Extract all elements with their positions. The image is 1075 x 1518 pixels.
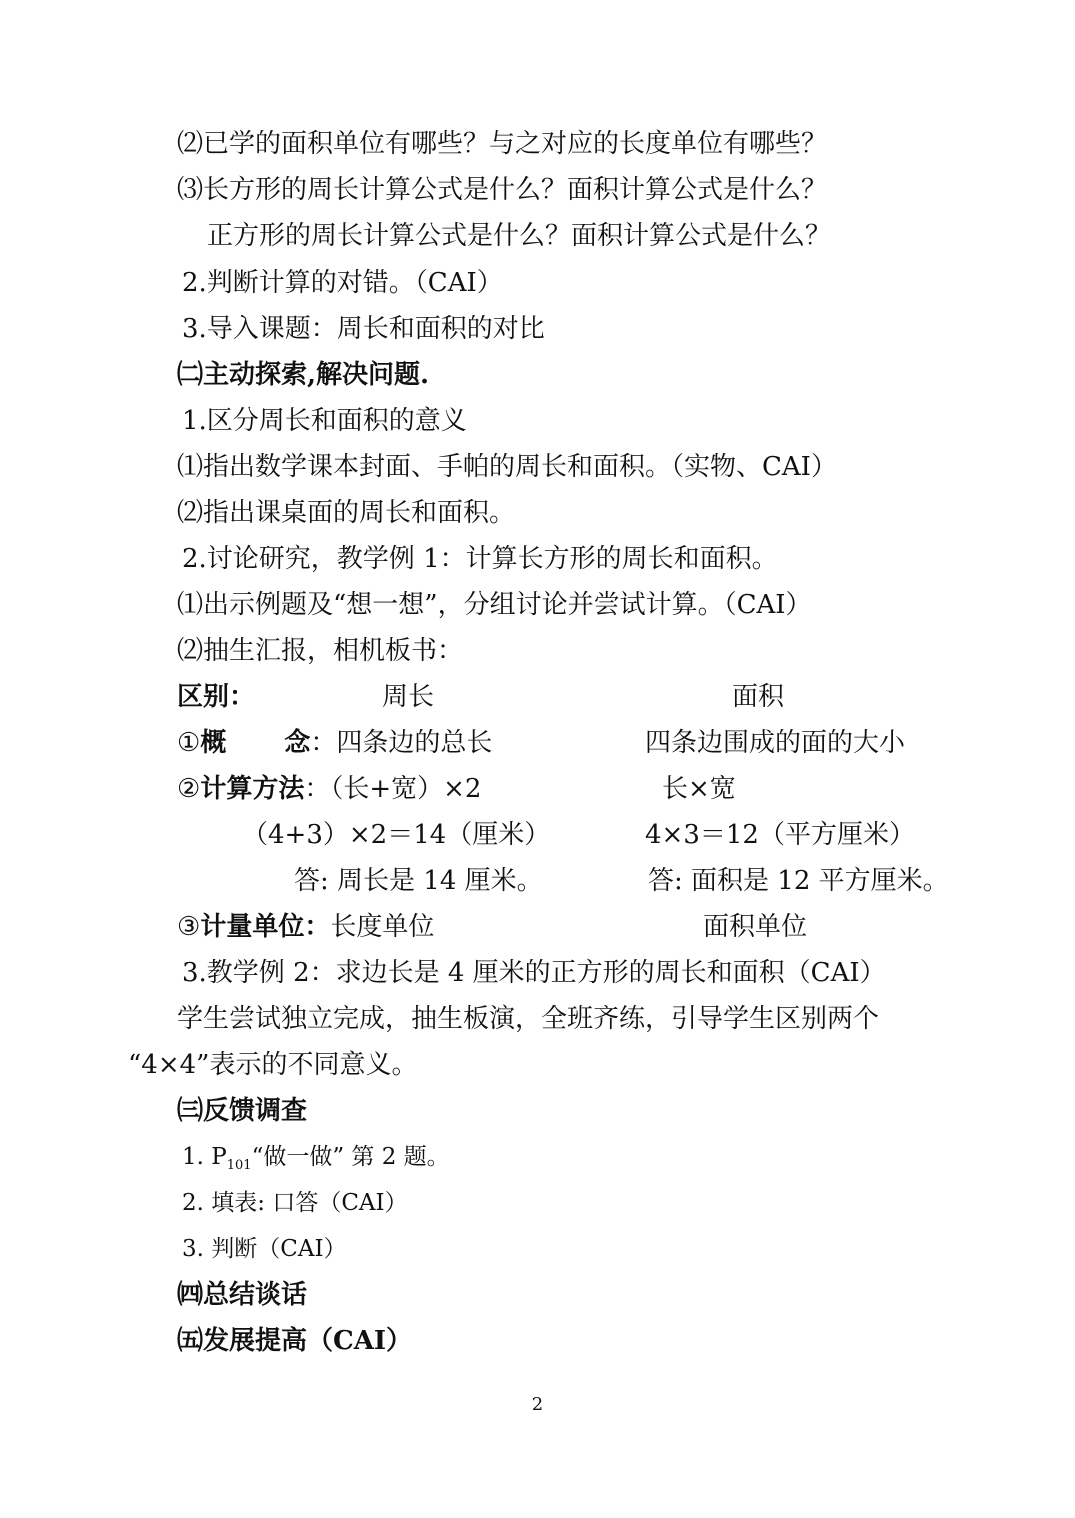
row-perimeter-value: ：四条边的总长 (310, 728, 493, 758)
section-heading: ㈣总结谈话 (177, 1280, 308, 1310)
board-column-head-area: 面积 (732, 682, 785, 712)
board-answer-perimeter: 答: 周长是 14 厘米。 (294, 866, 543, 896)
row-number: ① (177, 728, 201, 758)
paragraph-line: ⑶长方形的周长计算公式是什么？面积计算公式是什么？ (177, 175, 828, 205)
row-label-part: 念 (284, 728, 311, 758)
board-row-method-area: 长×宽 (662, 774, 736, 804)
board-diff-label: 区别： (177, 682, 256, 712)
board-calc-perimeter: （4+3）×2＝14（厘米） (242, 820, 551, 850)
board-row-concept (177, 726, 492, 760)
paragraph-line: “4×4”表示的不同意义。 (128, 1050, 418, 1080)
board-row-units (177, 910, 434, 944)
row-number: ② (177, 774, 201, 804)
paragraph-line: 3. 判断（CAI） (182, 1236, 347, 1262)
row-label: 计量单位： (200, 912, 331, 942)
paragraph-line: 2. 填表: 口答（CAI） (182, 1190, 408, 1216)
paragraph-line: ⑴指出数学课本封面、手帕的周长和面积。（实物、CAI） (177, 452, 837, 482)
paragraph-line: 2.判断计算的对错。（CAI） (182, 268, 503, 298)
board-column-head-perimeter: 周长 (382, 682, 435, 712)
row-label-part: 概 (200, 728, 227, 758)
paragraph-line (182, 1140, 450, 1178)
row-perimeter-value: ：（长+宽）×2 (304, 774, 482, 804)
row-number: ③ (177, 912, 201, 942)
paragraph-line: 学生尝试独立完成，抽生板演，全班齐练，引导学生区别两个 (177, 1004, 880, 1034)
board-answer-area: 答: 面积是 12 平方厘米。 (648, 866, 949, 896)
paragraph-line: ⑵抽生汇报，相机板书： (177, 636, 464, 666)
paragraph-line: 1.区分周长和面积的意义 (182, 406, 467, 436)
board-row-method (177, 772, 481, 806)
paragraph-line: 3.导入课题：周长和面积的对比 (182, 314, 545, 344)
text-fragment: “做一做” 第 2 题。 (251, 1144, 450, 1170)
board-row-concept-area: 四条边围成的面的大小 (645, 728, 906, 758)
section-heading: ㈤发展提高（CAI） (177, 1326, 413, 1356)
board-units-area: 面积单位 (703, 912, 808, 942)
paragraph-line: 2.讨论研究，教学例 1：计算长方形的周长和面积。 (182, 544, 778, 574)
board-calc-area: 4×3＝12（平方厘米） (645, 820, 915, 850)
page-number: 2 (531, 1394, 544, 1415)
paragraph-line: 正方形的周长计算公式是什么？面积计算公式是什么？ (207, 221, 832, 251)
row-label: 计算方法 (200, 774, 305, 804)
paragraph-line: 3.教学例 2：求边长是 4 厘米的正方形的周长和面积（CAI） (182, 958, 886, 988)
row-perimeter-value: 长度单位 (330, 912, 435, 942)
paragraph-line: ⑵已学的面积单位有哪些？与之对应的长度单位有哪些？ (177, 129, 828, 159)
section-heading: ㈢反馈调查 (177, 1096, 308, 1126)
paragraph-line: ⑴出示例题及“想一想”，分组讨论并尝试计算。（CAI） (177, 590, 812, 620)
section-heading: ㈡主动探索,解决问题. (177, 360, 430, 390)
text-fragment: 1. P (182, 1144, 227, 1170)
subscript: 101 (226, 1158, 252, 1173)
paragraph-line: ⑵指出课桌面的周长和面积。 (177, 498, 516, 528)
